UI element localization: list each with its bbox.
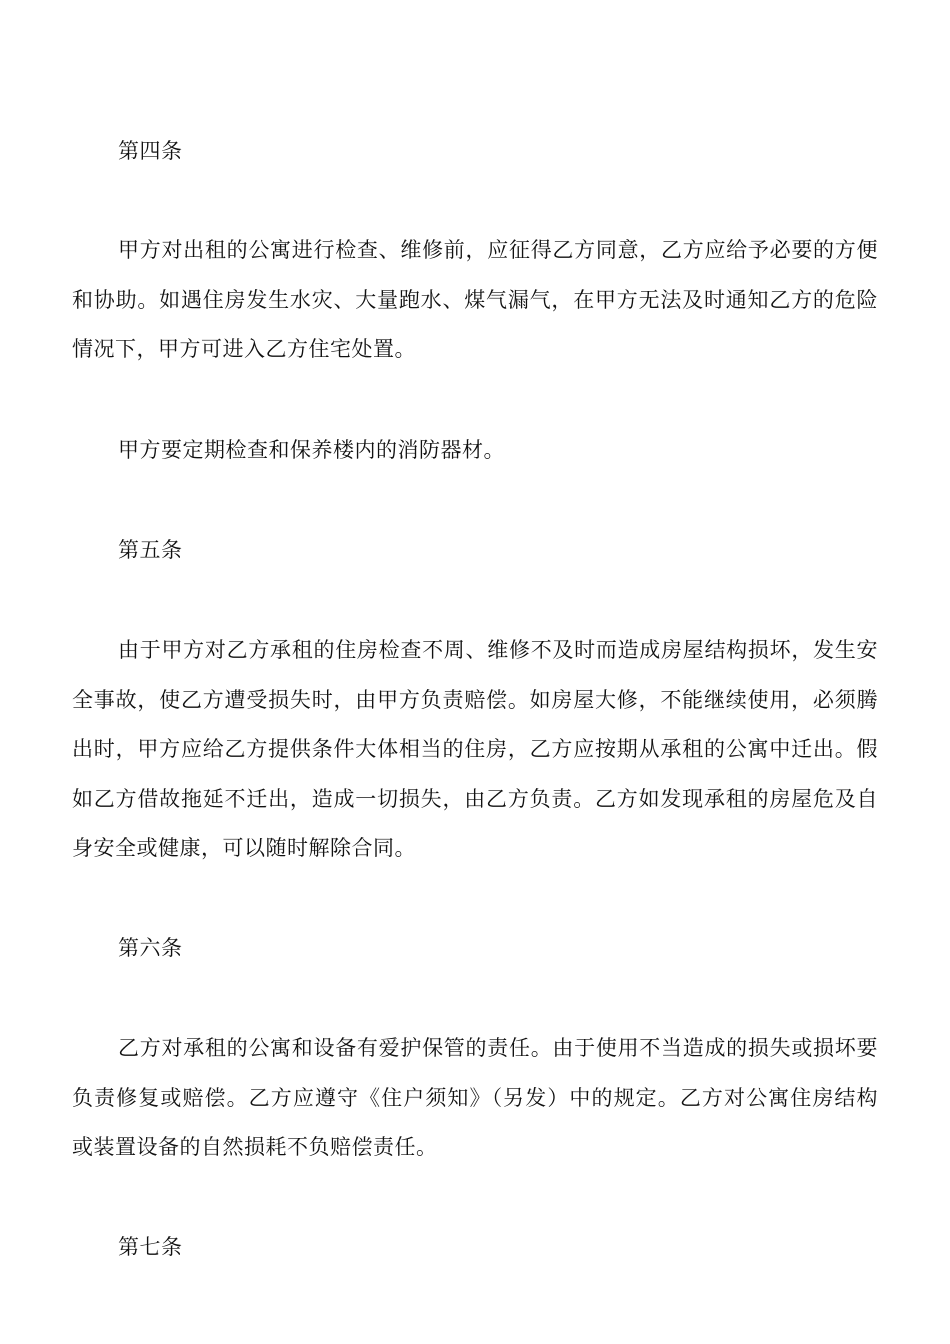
article-5-paragraph-1: 由于甲方对乙方承租的住房检查不周、维修不及时而造成房屋结构损坏，发生安全事故，使乙方遭受损失时，由甲方负责赔偿。如房屋大修，不能继续使用，必须腾出时，甲方应给乙方提供条件大体相当的住房，乙方应按期从承租的公寓中迁出。假如乙方借故拖延不迁出，造成一切损失，由乙方负责。乙方如发现承租的房屋危及自身安全或健康，可以随时解除合同。 (72, 638, 878, 860)
article-5-heading: 第五条 (118, 538, 183, 562)
article-4-paragraph-2: 甲方要定期检查和保养楼内的消防器材。 (118, 438, 505, 462)
article-6-heading: 第六条 (118, 936, 183, 960)
article-4-heading: 第四条 (118, 139, 183, 163)
article-7-heading: 第七条 (118, 1235, 183, 1259)
article-4-paragraph-1: 甲方对出租的公寓进行检查、维修前，应征得乙方同意，乙方应给予必要的方便和协助。如遇住房发生水灾、大量跑水、煤气漏气，在甲方无法及时通知乙方的危险情况下，甲方可进入乙方住宅处置。 (72, 238, 878, 361)
article-6-paragraph-1: 乙方对承租的公寓和设备有爱护保管的责任。由于使用不当造成的损失或损坏要负责修复或赔偿。乙方应遵守《住户须知》（另发）中的规定。乙方对公寓住房结构或装置设备的自然损耗不负赔偿责任。 (72, 1036, 878, 1159)
